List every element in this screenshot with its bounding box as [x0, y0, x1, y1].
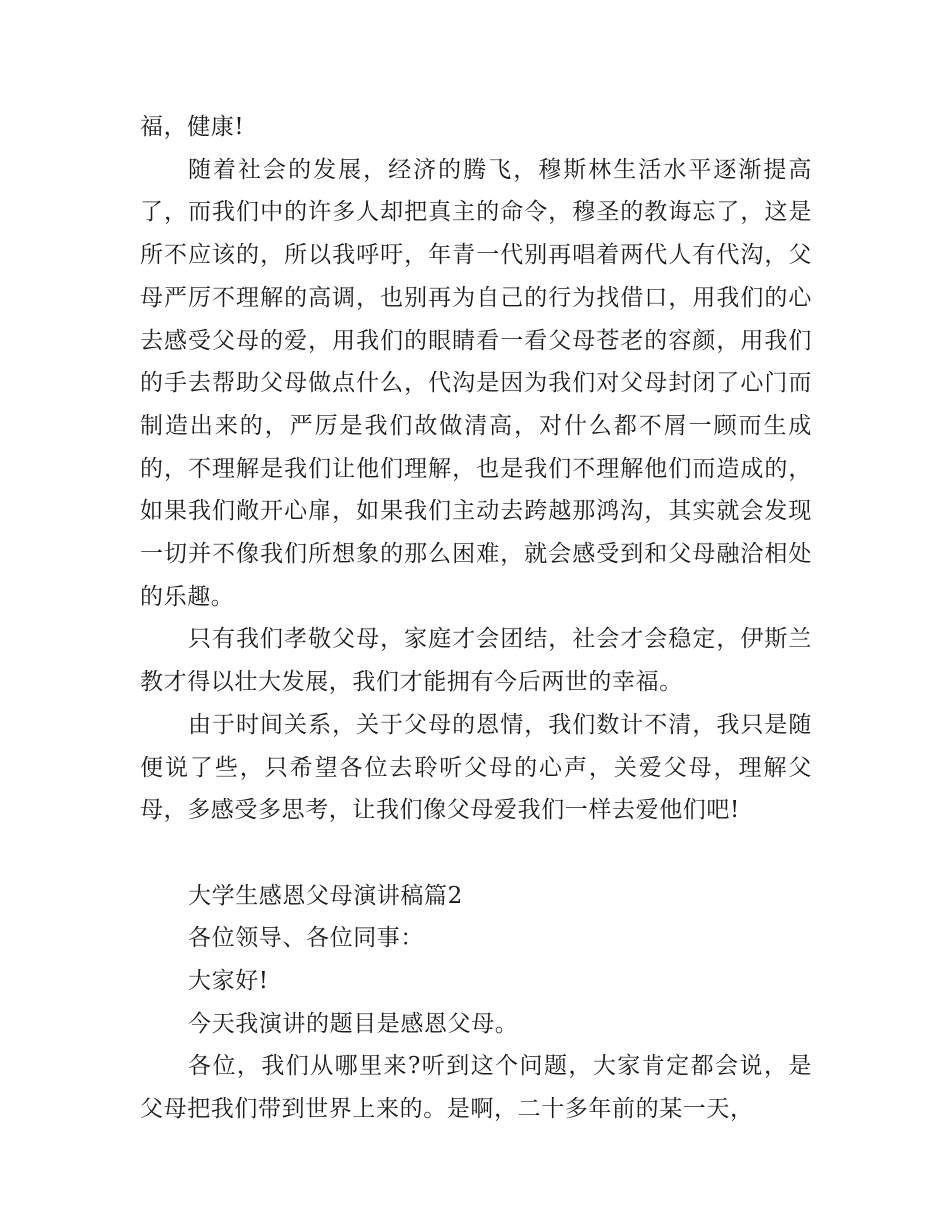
paragraph-filial-piety: 只有我们孝敬父母，家庭才会团结，社会才会稳定，伊斯兰教才得以壮大发展，我们才能拥有今后两世的幸福。: [140, 626, 812, 696]
paragraph-closing: 由于时间关系，关于父母的恩情，我们数计不清，我只是随便说了些，只希望各位去聆听父母的心声，关爱父母，理解父母，多感受多思考，让我们像父母爱我们一样去爱他们吧!: [140, 711, 812, 824]
section-gap: [140, 832, 812, 875]
speech-topic: 今天我演讲的题目是感恩父母。: [188, 1010, 519, 1037]
paragraph-social-development: 随着社会的发展，经济的腾飞，穆斯林生活水平逐渐提高了，而我们中的许多人却把真主的命令，穆圣的教诲忘了，这是所不应该的，所以我呼吁，年青一代别再唱着两代人有代沟，父母严厉不理解的高调，也别再为自己的行为找借口，用我们的心去感受父母的爱，用我们的眼睛看一看父母苍老的容颜，用我们的手去帮助父母做点什么，代沟是因为我们对父母封闭了心门而制造出来的，严厉是我们故做清高，对什么都不屑一顾而生成的，不理解是我们让他们理解，也是我们不理解他们而造成的，如果我们敞开心扉，如果我们主动去跨越那鸿沟，其实就会发现一切并不像我们所想象的那么困难，就会感受到和父母融洽相处的乐趣。: [140, 156, 812, 610]
document-body: [140, 106, 812, 1131]
paragraph-continuation: 福，健康!: [140, 114, 245, 140]
salutation: 各位领导、各位同事：: [188, 925, 424, 952]
greeting: 大家好!: [188, 968, 269, 995]
section-heading: 大学生感恩父母演讲稿篇2: [188, 882, 463, 909]
paragraph-origin-question: 各位，我们从哪里来?听到这个问题，大家肯定都会说，是父母把我们带到世界上来的。是啊，二十多年前的某一天，: [140, 1053, 812, 1123]
